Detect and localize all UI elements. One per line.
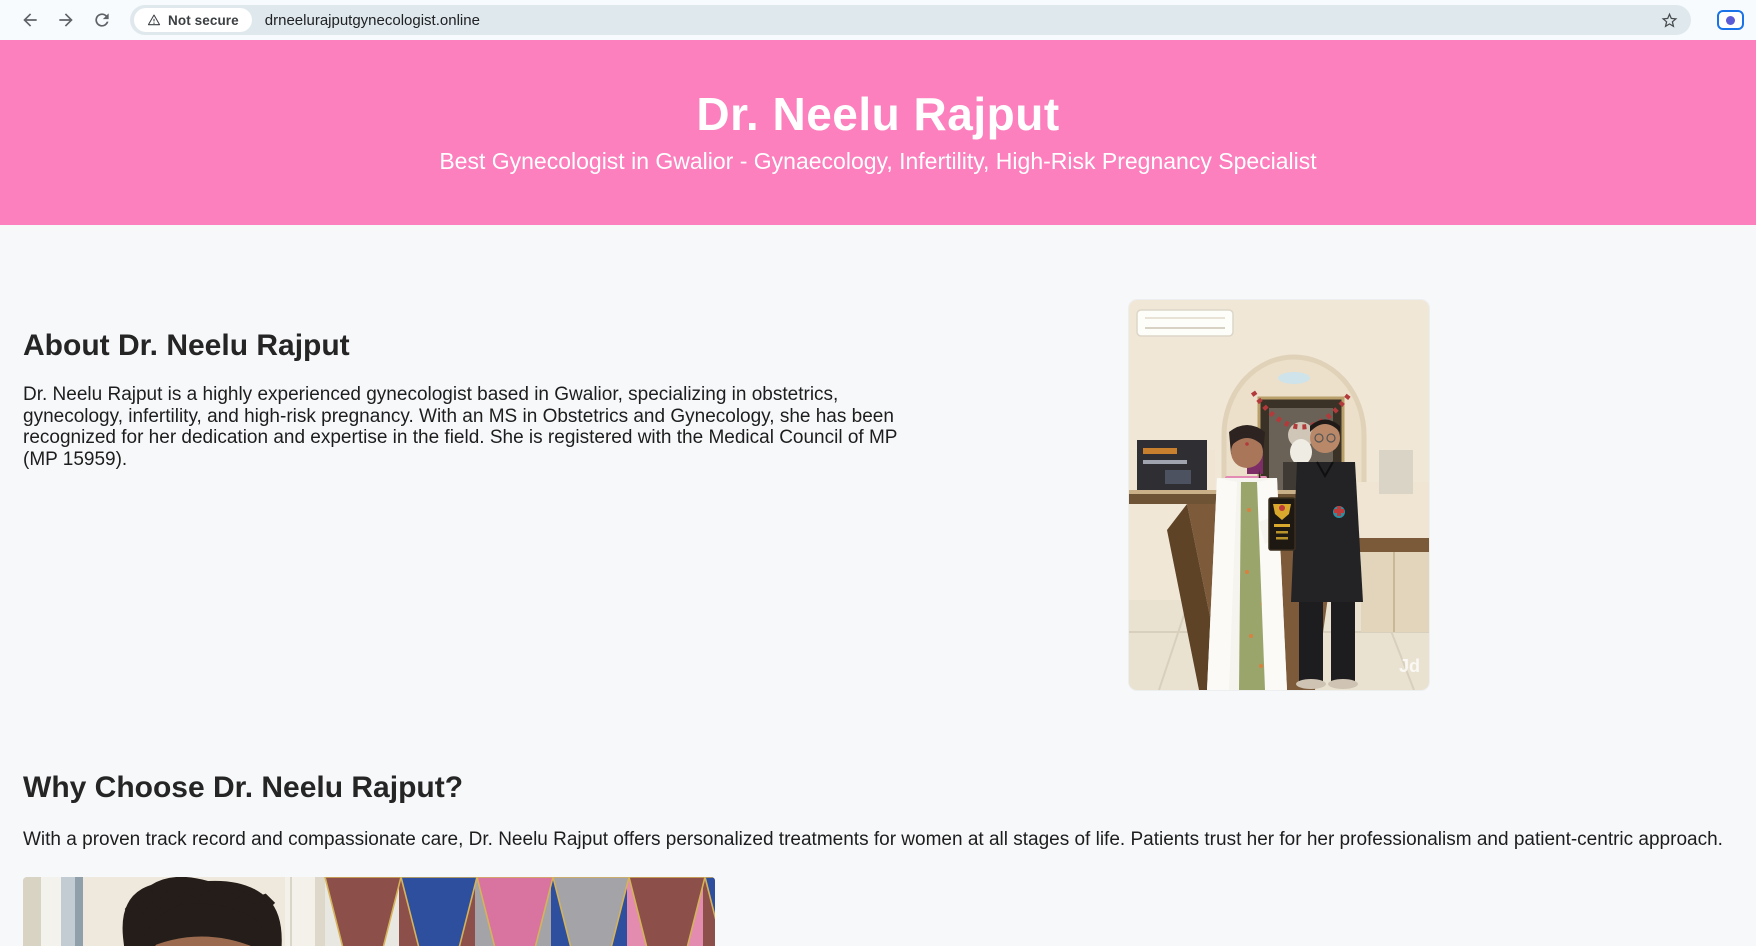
site-header [0,40,1756,225]
forward-arrow-icon [56,10,76,30]
patient-testimonial-photo [23,877,715,946]
site-title: Dr. Neelu Rajput [696,88,1060,140]
browser-toolbar [0,0,1756,40]
why-heading: Why Choose Dr. Neelu Rajput? [23,771,464,804]
photo-watermark: Jd [1399,656,1421,676]
bookmark-button[interactable] [1657,8,1681,32]
back-arrow-icon [20,10,40,30]
patient-photo-illustration [23,877,715,946]
url-text[interactable]: drneelurajputgynecologist.online [264,11,480,29]
forward-button[interactable] [48,2,84,38]
clinic-award-photo-illustration [1129,300,1429,690]
back-button[interactable] [12,2,48,38]
clinic-award-photo [1129,300,1429,690]
site-subtitle: Best Gynecologist in Gwalior - Gynaecology, Infertility, High-Risk Pregnancy Specialist [439,148,1317,174]
screen-capture-indicator-icon[interactable] [1717,10,1744,30]
capture-dot [1726,16,1735,25]
security-chip[interactable] [134,8,252,32]
reload-button[interactable] [84,2,120,38]
reload-icon [92,10,112,30]
security-chip-label: Not secure [168,12,239,28]
page-content [0,225,1756,946]
why-paragraph: With a proven track record and compassionate care, Dr. Neelu Rajput offers personalized treatments for women at all stages of life. Patients trust her for her professionalism and patient-centric approach. [23,829,1723,850]
warning-triangle-icon [147,13,161,27]
about-paragraph: Dr. Neelu Rajput is a highly experienced gynecologist based in Gwalior, specializing in obstetrics, gynecology, infertility, and high-risk pregnancy. With an MS in Obstetrics and Gynecology, she has been recognized for her dedication and expertise in the field. She is registered with the Medical Council of MP (MP 15959). [23,384,898,470]
about-heading: About Dr. Neelu Rajput [23,329,350,362]
address-bar[interactable] [130,5,1691,35]
star-icon [1660,11,1679,30]
